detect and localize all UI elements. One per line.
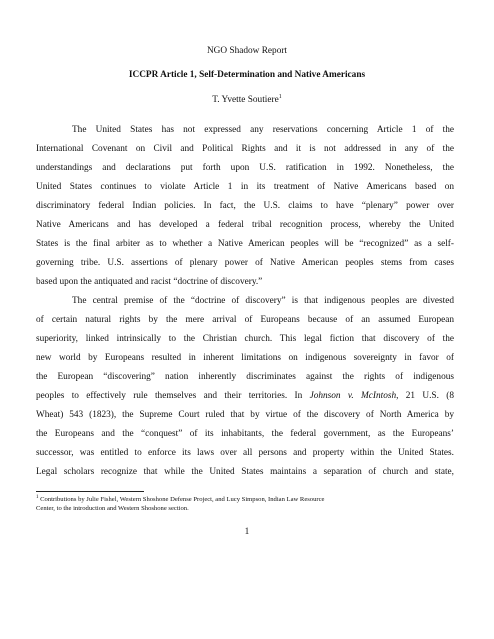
paragraph-2-line: successor, was entitled to enforce its laws over all persons and property within the United States.: [36, 448, 454, 458]
paragraph-1-line: based upon the antiquated and racist “doctrine of discovery.”: [36, 277, 263, 287]
paragraph-1-line: understandings and declarations put forth upon U.S. ratification in 1992. Nonetheless, the: [36, 163, 454, 173]
paragraph-1-line: The United States has not expressed any reservations concerning Article 1 of the: [72, 125, 454, 135]
author-name: T. Yvette Soutiere: [212, 95, 279, 105]
paragraph-1-line: Native Americans and has developed a federal tribal recognition process, whereby the United: [36, 220, 454, 230]
paragraph-2-line: the European “discovering” nation inherently discriminates against the rights of indigenous: [36, 372, 454, 382]
paragraph-2-text: peoples to effectively rule themselves and their territories. In: [36, 391, 310, 401]
paragraph-2-line: Legal scholars recognize that while the United States maintains a separation of church and state,: [36, 467, 454, 477]
paragraph-1-line: International Covenant on Civil and Political Rights and it is not addressed in any of the: [36, 144, 454, 154]
paragraph-2-line: new world by Europeans resulted in inherent limitations on indigenous sovereignty in favor of: [36, 353, 454, 363]
author-line: [0, 95, 494, 105]
footnote-mark: 1: [36, 494, 39, 500]
paragraph-2-line: The central premise of the “doctrine of discovery” is that indigenous peoples are divested: [72, 296, 454, 306]
paragraph-2-line-with-citation: [36, 390, 454, 402]
footnote-line-2: Center, to the introduction and Western Shoshone section.: [36, 505, 189, 512]
paragraph-1-line: discriminatory federal Indian policies. In fact, the U.S. claims to have “plenary” power over: [36, 201, 454, 211]
paragraph-2-line: superiority, linked intrinsically to the Christian church. This legal fiction that discovery of the: [36, 334, 454, 344]
report-title: NGO Shadow Report: [206, 46, 288, 56]
paragraph-2-line: of certain natural rights by the mere arrival of Europeans because of an assumed European: [36, 315, 454, 325]
case-citation: , 21 U.S. (8: [396, 391, 454, 401]
paragraph-1-line: United States continues to violate Article 1 in its treatment of Native Americans based on: [36, 182, 454, 192]
page-number: 1: [244, 527, 250, 537]
report-subtitle: ICCPR Article 1, Self-Determination and Native Americans: [128, 70, 366, 80]
paragraph-1-line: States is the final arbiter as to whether a Native American peoples will be “recognized” as a self-: [36, 239, 454, 249]
paragraph-1-line: governing tribe. U.S. assertions of plenary power of Native American peoples stems from cases: [36, 258, 454, 268]
paragraph-2-line: the Europeans and the “conquest” of its inhabitants, the federal government, as the Europeans’: [36, 429, 454, 439]
footnote-text: Contributions by Julie Fishel, Western Shoshone Defense Project, and Lucy Simpson, Indian Law Resource: [38, 496, 325, 503]
footnote-divider: [36, 491, 144, 492]
paragraph-2-line: Wheat) 543 (1823), the Supreme Court ruled that by virtue of the discovery of North America by: [36, 410, 454, 420]
footnote-reference: 1: [278, 93, 282, 100]
footnote-line: [36, 495, 466, 504]
case-name: Johnson v. McIntosh: [309, 391, 397, 401]
